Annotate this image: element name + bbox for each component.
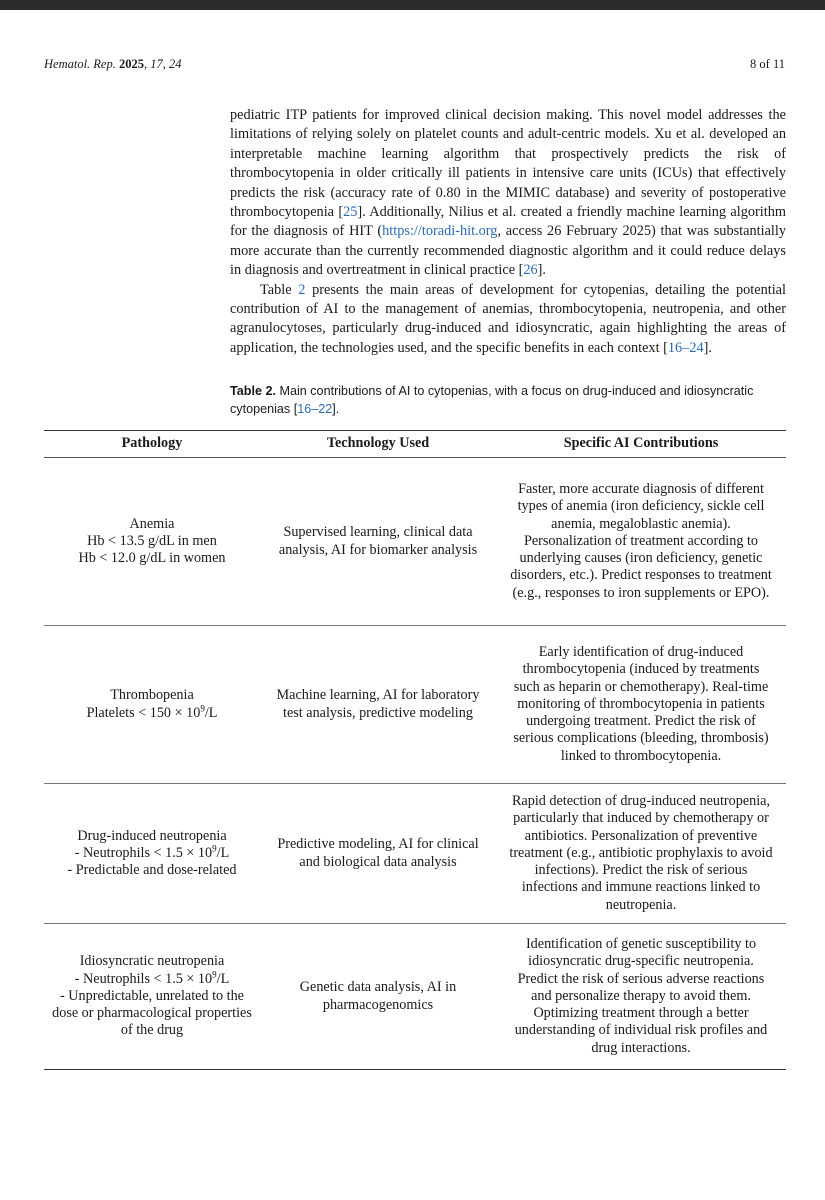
page-header	[44, 57, 785, 72]
pathology-name: Idiosyncratic neutropenia	[79, 953, 225, 970]
top-bar	[0, 0, 825, 10]
pathology-criterion: Hb < 12.0 g/dL in women	[78, 550, 226, 567]
pathology-cell	[44, 458, 260, 626]
criterion-unit: /L	[204, 704, 218, 721]
pathology-cell	[44, 924, 260, 1070]
criterion-text: Platelets < 150 × 10	[86, 704, 201, 721]
pathology-cell	[44, 626, 260, 784]
text-span: pediatric ITP patients for improved clinical decision making. This novel model addresses the limitations of relying solely on platelet counts and adult-centric models. Xu et al. developed an interpretable machine learning algorithm that prospectively predicts the risk of thrombocytopenia in older critically ill patients in intensive care units (ICUs) that effectively predicts the risk (accuracy rate of 0.80 in the MIMIC database) and severity of postoperative thrombocytopenia [	[230, 107, 786, 221]
pathology-cell	[44, 784, 260, 924]
citation-link[interactable]: 16–24	[667, 339, 704, 356]
criterion-text: - Neutrophils < 1.5 × 10	[74, 970, 213, 987]
journal-year: 2025	[118, 57, 144, 71]
pathology-name: Drug-induced neutropenia	[77, 827, 227, 844]
table-caption	[230, 382, 786, 418]
table-link[interactable]: 2	[298, 281, 306, 298]
caption-text: Main contributions of AI to cytopenias, with a focus on drug-induced and idiosyncratic cytopenias [	[230, 384, 754, 416]
cytopenia-table	[44, 430, 786, 1070]
pathology-criterion: Hb < 13.5 g/dL in men	[87, 532, 217, 549]
pathology-name: Thrombopenia	[110, 687, 194, 704]
citation-link[interactable]: 16–22	[297, 402, 333, 416]
pathology-criterion	[48, 845, 256, 862]
contributions-cell: Identification of genetic susceptibility to idiosyncratic drug-specific neutropenia. Predict the risk of serious adverse reactions and personalize therapy to avoid them. Optimizing treatment through a better understanding of individual risk profiles and drug interactions.	[496, 924, 786, 1070]
journal-name: Hematol. Rep.	[44, 57, 116, 71]
criterion-text: - Neutrophils < 1.5 × 10	[74, 844, 213, 861]
criterion-unit: /L	[216, 970, 230, 987]
url-link[interactable]: https://toradi-hit.org	[382, 223, 498, 240]
paragraph	[230, 281, 786, 359]
column-header: Pathology	[44, 431, 260, 458]
contributions-cell: Faster, more accurate diagnosis of different types of anemia (iron deficiency, sickle cell anemia, megaloblastic anemia). Personalization of treatment according to underlying causes (iron deficiency, genetic disorders, etc.). Predict responses to treatment (e.g., responses to iron supplements or EPO).	[496, 458, 786, 626]
table-row	[44, 458, 786, 626]
citation-link[interactable]: 26	[523, 262, 538, 279]
journal-volume: , 17, 24	[143, 57, 182, 71]
text-span: Table	[260, 281, 299, 298]
citation-link[interactable]: 25	[343, 204, 358, 221]
table-header-row	[44, 431, 786, 458]
technology-cell: Supervised learning, clinical data analysis, AI for biomarker analysis	[260, 458, 496, 626]
text-span: ].	[703, 339, 712, 356]
column-header: Specific AI Contributions	[496, 431, 786, 458]
exponent: 9	[212, 968, 217, 979]
table-row	[44, 626, 786, 784]
paragraph	[230, 106, 786, 281]
contributions-cell: Early identification of drug-induced thrombocytopenia (induced by treatments such as heparin or chemotherapy). Real-time monitoring of thrombocytopenia in patients undergoing treatment. Predict the risk of serious complications (bleeding, thrombosis) linked to thrombocytopenia.	[496, 626, 786, 784]
text-span: ].	[537, 262, 547, 279]
text-span: ]. Additionally, Nilius et al. created a friendly machine learning algorithm for the diagnosis of HIT (	[230, 204, 786, 240]
table-row	[44, 784, 786, 924]
criterion-unit: /L	[216, 844, 230, 861]
journal-citation	[44, 57, 181, 72]
pathology-name: Anemia	[129, 515, 175, 532]
text-span: presents the main areas of development for cytopenias, detailing the potential contribution of AI to the management of anemias, thrombocytopenia, neutropenia, and other agranulocytoses, particularly drug-induced and idiosyncratic, again highlighting the areas of application, the technologies used, and the specific benefits in each context [	[230, 281, 787, 356]
text-span: , access 26 February 2025) that was substantially more accurate than the currently recommended diagnostic algorithm and it could reduce delays in diagnosis and overtreatment in clinical practice [	[230, 223, 787, 279]
technology-cell: Machine learning, AI for laboratory test analysis, predictive modeling	[260, 626, 496, 784]
body-text	[230, 106, 786, 358]
pathology-note: - Unpredictable, unrelated to the dose or pharmacological properties of the drug	[52, 987, 252, 1039]
pathology-note: - Predictable and dose-related	[67, 862, 237, 879]
technology-cell: Predictive modeling, AI for clinical and biological data analysis	[260, 784, 496, 924]
caption-end: ].	[332, 402, 340, 416]
contributions-cell: Rapid detection of drug-induced neutropenia, particularly that induced by chemotherapy or antibiotics. Personalization of preventive treatment (e.g., antibiotic prophylaxis to avoid infections). Predict the risk of serious infections and immune reactions linked to neutropenia.	[496, 784, 786, 924]
page-number: 8 of 11	[750, 57, 785, 71]
exponent: 9	[212, 843, 217, 854]
technology-cell: Genetic data analysis, AI in pharmacogenomics	[260, 924, 496, 1070]
column-header: Technology Used	[260, 431, 496, 458]
exponent: 9	[200, 702, 205, 713]
pathology-criterion	[48, 702, 256, 722]
pathology-criterion	[50, 968, 254, 988]
caption-label: Table 2.	[230, 384, 276, 398]
table-row	[44, 924, 786, 1070]
